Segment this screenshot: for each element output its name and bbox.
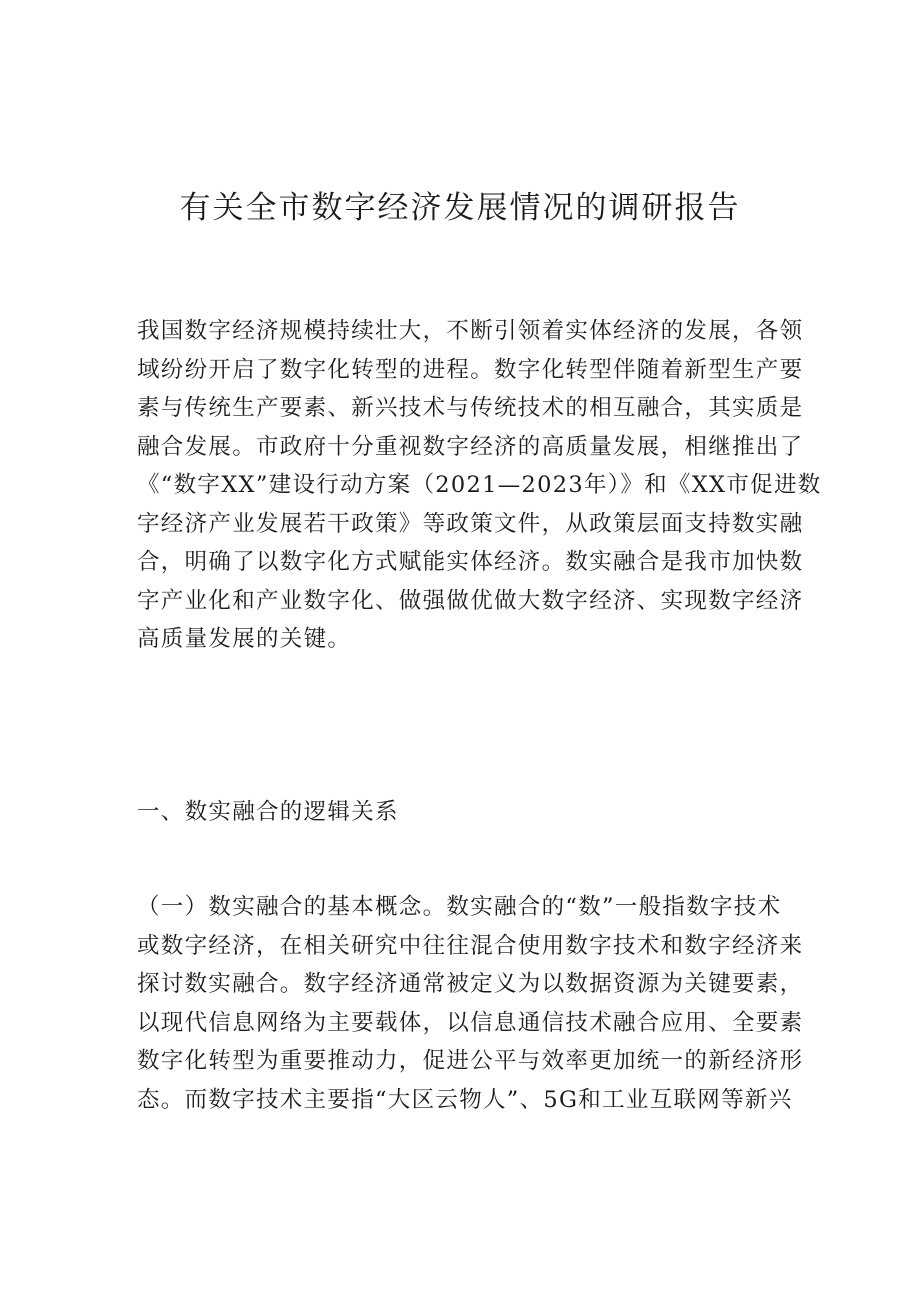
- paragraph-line: （一）数实融合的基本概念。数实融合的“数”一般指数字技术: [137, 894, 782, 920]
- paragraph-line: 合，明确了以数字化方式赋能实体经济。数实融合是我市加快数: [137, 549, 804, 575]
- paragraph-line: 探讨数实融合。数字经济通常被定义为以数据资源为关键要素，: [137, 971, 804, 997]
- paragraph-line: 《“数字XX”建设行动方案（2021—2023年）》和《XX市促进数: [137, 472, 822, 498]
- paragraph-line: 我国数字经济规模持续壮大，不断引领着实体经济的发展，各领: [137, 318, 804, 344]
- paragraph-line: 融合发展。市政府十分重视数字经济的高质量发展，相继推出了: [137, 433, 804, 460]
- section-paragraph: [137, 888, 804, 1119]
- intro-paragraph: [137, 312, 822, 659]
- paragraph-line: 字产业化和产业数字化、做强做优做大数字经济、实现数字经济: [137, 587, 804, 614]
- paragraph-line: 字经济产业发展若干政策》等政策文件，从政策层面支持数实融: [137, 510, 804, 537]
- paragraph-line: 数字化转型为重要推动力，促进公平与效率更加统一的新经济形: [137, 1048, 804, 1074]
- paragraph-line: 素与传统生产要素、新兴技术与传统技术的相互融合，其实质是: [137, 395, 804, 421]
- section-heading: 一、数实融合的逻辑关系: [137, 799, 399, 825]
- document-title: 有关全市数字经济发展情况的调研报告: [179, 190, 741, 226]
- paragraph-line: 高质量发展的关键。: [137, 626, 352, 652]
- paragraph-line: 以现代信息网络为主要载体，以信息通信技术融合应用、全要素: [137, 1009, 804, 1036]
- paragraph-line: 或数字经济，在相关研究中往往混合使用数字技术和数字经济来: [137, 932, 804, 959]
- paragraph-line: 态。而数字技术主要指“大区云物人”、5G和工业互联网等新兴: [137, 1086, 793, 1113]
- paragraph-line: 域纷纷开启了数字化转型的进程。数字化转型伴随着新型生产要: [137, 356, 804, 383]
